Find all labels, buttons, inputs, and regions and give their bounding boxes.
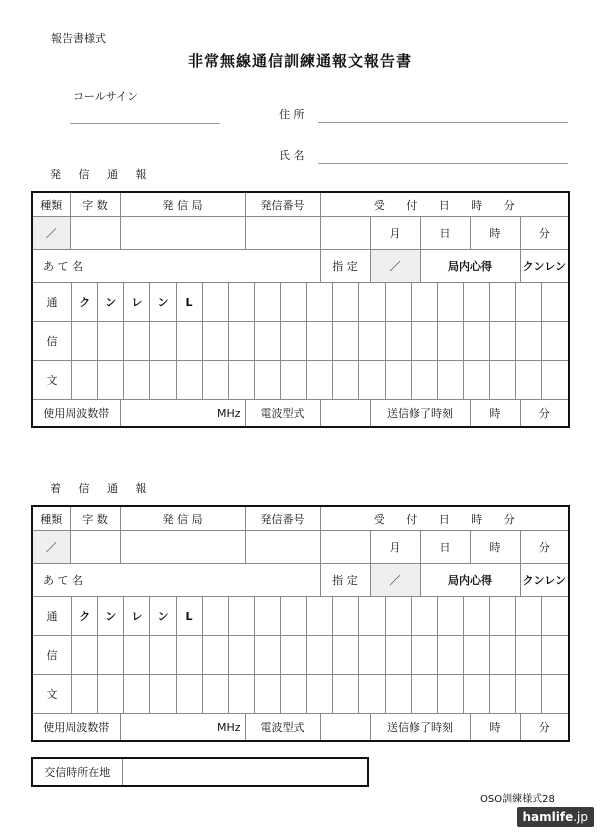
- body-label-3: 文: [33, 361, 72, 400]
- number-cell[interactable]: [245, 217, 320, 250]
- chars-header: 字 数: [70, 192, 120, 217]
- designation-slash-cell: ／: [370, 250, 420, 283]
- body-label-1: 通: [33, 283, 72, 322]
- name-field[interactable]: [318, 163, 568, 164]
- location-box: [31, 757, 369, 787]
- page-title: 非常無線通信訓練通報文報告書: [187, 52, 412, 70]
- emission-label: 電波型式: [245, 714, 320, 742]
- freq-label: 使用周波数帯: [32, 714, 120, 742]
- minute-unit: 分: [520, 531, 569, 564]
- station-cell[interactable]: [120, 217, 245, 250]
- handling-label: 局内心得: [420, 564, 520, 597]
- day-unit: 日: [420, 531, 470, 564]
- minute-unit: 分: [520, 217, 569, 250]
- addressee-label: あ て 名: [32, 250, 320, 283]
- body-label-2: 信: [33, 636, 72, 675]
- name-label: 氏 名: [279, 149, 305, 162]
- body-label-3: 文: [33, 675, 72, 714]
- emission-cell[interactable]: [320, 714, 370, 742]
- station-cell[interactable]: [120, 531, 245, 564]
- callsign-field[interactable]: [70, 123, 220, 124]
- message-char: ン: [98, 283, 124, 322]
- month-unit: 月: [370, 217, 420, 250]
- number-header: 発信番号: [245, 192, 320, 217]
- message-char: ン: [98, 597, 124, 636]
- form-code: OSO訓練様式28: [480, 794, 555, 805]
- emission-label: 電波型式: [245, 400, 320, 428]
- watermark-brand: hamlife: [522, 810, 574, 824]
- message-char: レ: [124, 597, 150, 636]
- outgoing-message-form: [31, 191, 570, 428]
- addressee-label: あ て 名: [32, 564, 320, 597]
- sent-time-label: 送信修了時刻: [370, 400, 470, 428]
- address-label: 住 所: [279, 108, 305, 121]
- handling-value: クンレン: [520, 564, 569, 597]
- handling-label: 局内心得: [420, 250, 520, 283]
- month-unit: 月: [370, 531, 420, 564]
- address-field[interactable]: [318, 122, 568, 123]
- handling-value: クンレン: [520, 250, 569, 283]
- kind-header: 種類: [32, 506, 70, 531]
- body-label-2: 信: [33, 322, 72, 361]
- freq-unit: MHz: [120, 714, 245, 742]
- date-spacer: [320, 217, 370, 250]
- body-label-1: 通: [33, 597, 72, 636]
- chars-cell[interactable]: [70, 217, 120, 250]
- chars-header: 字 数: [70, 506, 120, 531]
- chars-cell[interactable]: [70, 531, 120, 564]
- message-char: ク: [72, 597, 98, 636]
- sent-minute-unit: 分: [520, 714, 569, 742]
- designation-label: 指 定: [320, 250, 370, 283]
- message-char: レ: [124, 283, 150, 322]
- watermark-suffix: .jp: [573, 810, 588, 824]
- hamlife-watermark: [517, 807, 595, 827]
- incoming-section-heading: 着 信 通 報: [50, 482, 147, 495]
- sent-time-label: 送信修了時刻: [370, 714, 470, 742]
- message-char: ン: [150, 283, 176, 322]
- sent-minute-unit: 分: [520, 400, 569, 428]
- kind-slash-cell: ／: [32, 217, 70, 250]
- hour-unit: 時: [470, 217, 520, 250]
- date-spacer: [320, 531, 370, 564]
- message-char: L: [176, 283, 202, 322]
- sent-hour-unit: 時: [470, 400, 520, 428]
- location-label: 交信時所在地: [32, 758, 122, 786]
- message-char: L: [176, 597, 202, 636]
- incoming-message-form: [31, 505, 570, 742]
- number-cell[interactable]: [245, 531, 320, 564]
- outgoing-section-heading: 発 信 通 報: [50, 168, 147, 181]
- station-header: 発 信 局: [120, 506, 245, 531]
- sent-hour-unit: 時: [470, 714, 520, 742]
- recv-time-header: 受 付 日 時 分: [320, 192, 569, 217]
- station-header: 発 信 局: [120, 192, 245, 217]
- designation-slash-cell: ／: [370, 564, 420, 597]
- day-unit: 日: [420, 217, 470, 250]
- recv-time-header: 受 付 日 時 分: [320, 506, 569, 531]
- message-body-grid: [33, 283, 568, 399]
- freq-label: 使用周波数帯: [32, 400, 120, 428]
- form-type-label: 報告書様式: [51, 32, 106, 45]
- hour-unit: 時: [470, 531, 520, 564]
- message-body-grid: [33, 597, 568, 713]
- kind-header: 種類: [32, 192, 70, 217]
- emission-cell[interactable]: [320, 400, 370, 428]
- callsign-label: コールサイン: [73, 90, 139, 103]
- kind-slash-cell: ／: [32, 531, 70, 564]
- designation-label: 指 定: [320, 564, 370, 597]
- location-field[interactable]: [122, 758, 368, 786]
- message-char: ン: [150, 597, 176, 636]
- message-char: ク: [72, 283, 98, 322]
- number-header: 発信番号: [245, 506, 320, 531]
- freq-unit: MHz: [120, 400, 245, 428]
